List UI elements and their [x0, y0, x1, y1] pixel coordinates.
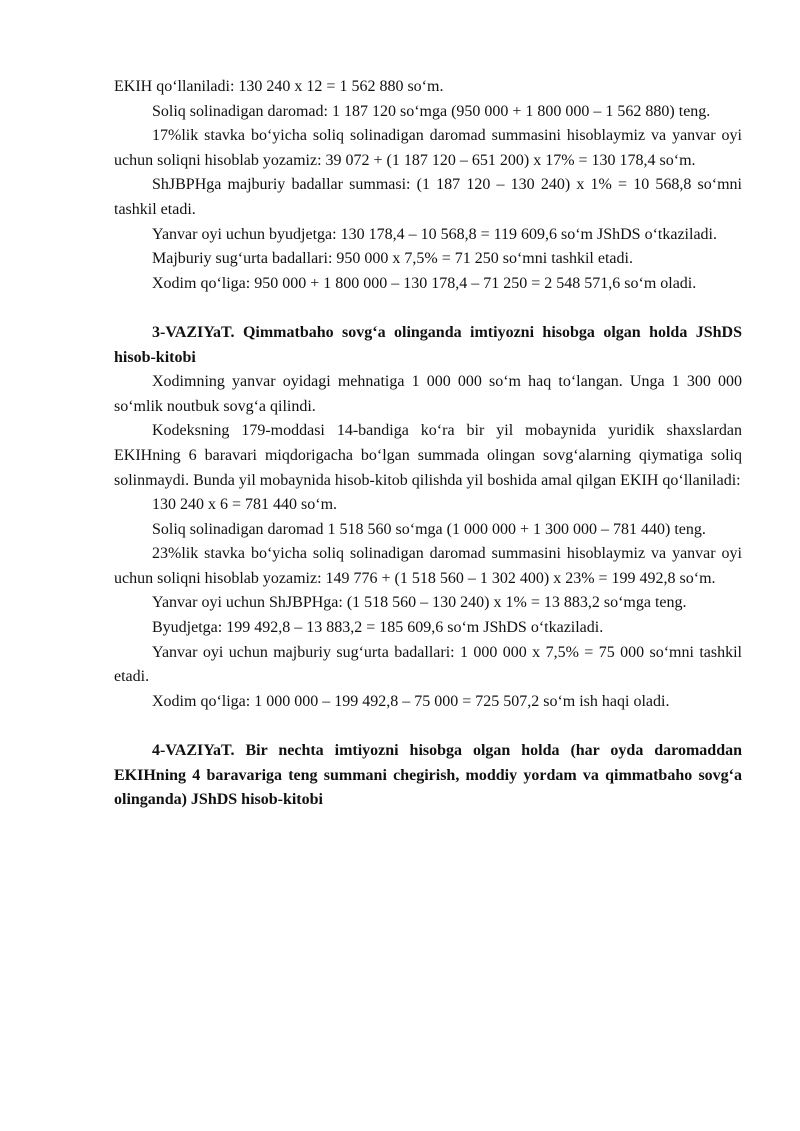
text-paragraph: Soliq solinadigan daromad 1 518 560 so‘mga (1 000 000 + 1 300 000 – 781 440) teng.	[152, 520, 706, 538]
text-paragraph: Kodeksning 179-moddasi 14-bandiga ko‘ra bir yil mobaynida yuridik shaxslardan EKIHning 6 baravari miqdorigacha bo‘lgan summada olingan sovg‘alarning qiymatiga soliq solinmaydi. Bunda yil mobaynida hisob-kitob qilishda yil boshida amal qilgan EKIH qo‘llaniladi:	[114, 422, 742, 489]
section-heading: 3-VAZIYaT. Qimmatbaho sovg‘a olinganda imtiyozni hisobga olgan holda JShDS hisob-kitobi	[114, 323, 742, 366]
text-paragraph: Xodim qo‘liga: 1 000 000 – 199 492,8 – 75 000 = 725 507,2 so‘m ish haqi oladi.	[152, 692, 670, 710]
paragraph-spacer	[114, 296, 742, 321]
text-paragraph: Xodimning yanvar oyidagi mehnatiga 1 000 000 so‘m haq to‘langan. Unga 1 300 000 so‘mlik noutbuk sovg‘a qilindi.	[114, 373, 742, 415]
text-paragraph: 17%lik stavka bo‘yicha soliq solinadigan daromad summasini hisoblaymiz va yanvar oyi uchun soliqni hisoblab yozamiz: 39 072 + (1 187 120 – 651 200) x 17% = 130 178,4 so‘m.	[114, 127, 742, 169]
text-paragraph: EKIH qo‘llaniladi: 130 240 x 12 = 1 562 880 so‘m.	[114, 78, 444, 95]
document-page	[114, 75, 742, 813]
text-paragraph: Soliq solinadigan daromad: 1 187 120 so‘mga (950 000 + 1 800 000 – 1 562 880) teng.	[152, 102, 711, 120]
text-paragraph: 130 240 x 6 = 781 440 so‘m.	[152, 496, 338, 514]
text-paragraph: Yanvar oyi uchun byudjetga: 130 178,4 – 10 568,8 = 119 609,6 so‘m JShDS o‘tkaziladi.	[152, 225, 717, 243]
paragraph-spacer	[114, 714, 742, 739]
text-paragraph: Xodim qo‘liga: 950 000 + 1 800 000 – 130 178,4 – 71 250 = 2 548 571,6 so‘m oladi.	[152, 274, 697, 292]
text-paragraph: Yanvar oyi uchun majburiy sug‘urta badallari: 1 000 000 x 7,5% = 75 000 so‘mni tashkil etadi.	[114, 643, 742, 686]
text-paragraph: 23%lik stavka bo‘yicha soliq solinadigan daromad summasini hisoblaymiz va yanvar oyi uchun soliqni hisoblab yozamiz: 149 776 + (1 518 560 – 1 302 400) x 23% = 199 492,8 so‘m.	[114, 545, 742, 587]
section-heading: 4-VAZIYaT. Bir nechta imtiyozni hisobga olgan holda (har oyda daromaddan EKIHning 4 baravariga teng summani chegirish, moddiy yordam va qimmatbaho sovg‘a olinganda) JShDS hisob-kitobi	[114, 742, 742, 809]
text-paragraph: ShJBPHga majburiy badallar summasi: (1 187 120 – 130 240) x 1% = 10 568,8 so‘mni tashkil etadi.	[114, 176, 742, 218]
text-paragraph: Majburiy sug‘urta badallari: 950 000 x 7,5% = 71 250 so‘mni tashkil etadi.	[152, 250, 633, 268]
text-paragraph: Byudjetga: 199 492,8 – 13 883,2 = 185 609,6 so‘m JShDS o‘tkaziladi.	[152, 619, 604, 637]
text-paragraph: Yanvar oyi uchun ShJBPHga: (1 518 560 – 130 240) x 1% = 13 883,2 so‘mga teng.	[152, 594, 687, 612]
